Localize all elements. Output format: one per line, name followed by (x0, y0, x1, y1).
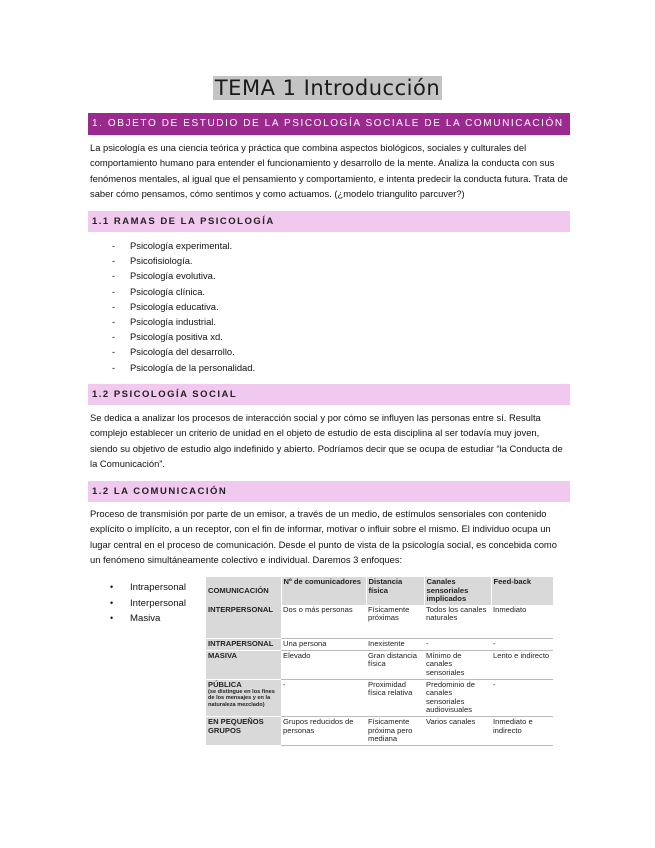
dash-marker: - (112, 270, 116, 282)
list-item (112, 284, 255, 299)
table-cell: - (281, 679, 366, 716)
section-1-2-paragraph: Se dedica a analizar los procesos de interacción social y por cómo se influyen las personas entre sí. Resulta complejo establecer un criterio de unidad en el objeto de estudio de esta disciplina al ser todavía muy joven, siendo su objetivo de estudio algo indefinido y abierto. Podríamos decir que se ocupa de estudiar “la Conducta de la Comunicación”. (90, 412, 563, 469)
row-label-text: PÚBLICA (208, 679, 242, 689)
list-item-text: Psicología de la personalidad. (130, 361, 256, 373)
table-cell: Gran distancia física (366, 650, 424, 679)
section-1-heading: 1. OBJETO DE ESTUDIO DE LA PSICOLOGÍA SOCIALE DE LA COMUNICACIÓN (88, 113, 570, 135)
table-cell: Proximidad física relativa (366, 679, 424, 716)
dash-marker: - (112, 240, 116, 251)
bullet-marker: • (110, 613, 114, 623)
table-header-row (206, 577, 553, 605)
list-item-text: Psicología experimental. (130, 240, 233, 251)
row-label: MASIVA (206, 650, 281, 679)
list-item (110, 580, 186, 596)
list-item (112, 314, 255, 329)
row-label-note: (se distingue en los fines de los mensajes y en la naturaleza mezclado) (208, 689, 275, 708)
list-item-text: Psicología evolutiva. (130, 270, 216, 282)
table-row (206, 605, 553, 639)
list-item (110, 596, 186, 612)
title-container (0, 76, 655, 100)
table-cell: - (491, 679, 553, 716)
table-header: Canales sensoriales implicados (424, 577, 491, 605)
list-item (112, 238, 255, 253)
bullet-marker: • (110, 597, 114, 608)
list-item (112, 299, 255, 314)
table-cell: Mínimo de canales sensoriales (424, 650, 491, 679)
branches-list (112, 238, 255, 375)
table-cell: - (424, 639, 491, 651)
list-item-text: Intrapersonal (130, 582, 186, 593)
list-item (112, 360, 255, 375)
dash-marker: - (112, 255, 116, 267)
table-cell: Dos o más personas (281, 605, 366, 639)
dash-marker: - (112, 316, 116, 328)
list-item-text: Interpersonal (130, 597, 186, 609)
section-1-paragraph: La psicología es una ciencia teórica y práctica que combina aspectos biológicos, sociales y culturales del comportamiento humano para entender el funcionamiento y desarrollo de la mente. Analiza la conducta con sus fenómenos mentales, al igual que el pensamiento y comportamiento, e intenta predecir la conducta futura. Trata de saber cómo pensamos, cómo sentimos y como actuamos. (¿modelo triangulito parcuver?) (90, 142, 568, 199)
row-label: EN PEQUEÑOS GRUPOS (206, 717, 281, 746)
dash-marker: - (112, 300, 116, 312)
section-1-3-heading: 1.2 LA COMUNICACIÓN (88, 481, 570, 502)
table-row (206, 717, 553, 746)
table-cell: - (491, 639, 553, 651)
table-cell: Una persona (281, 639, 366, 651)
table-cell: Predominio de canales sensoriales audiovisuales (424, 679, 491, 716)
dash-marker: - (112, 331, 116, 343)
table-cell: Lento e indirecto (491, 650, 553, 679)
list-item-text: Psicología clínica. (130, 285, 206, 297)
table-row (206, 639, 553, 651)
table-header: Distancia física (366, 577, 424, 605)
list-item (110, 611, 186, 627)
table-cell: Físicamente próximas (366, 605, 424, 639)
list-item (112, 329, 255, 344)
table-row (206, 679, 553, 716)
table-cell: Varios canales (424, 717, 491, 746)
page-title: TEMA 1 Introducción (214, 76, 441, 100)
list-item-text: Psicología positiva xd. (130, 331, 223, 343)
row-label (206, 679, 281, 716)
dash-marker: - (112, 361, 116, 373)
communication-table (206, 577, 554, 746)
table-header: Nº de comunicadores (281, 577, 366, 605)
table-row (206, 650, 553, 679)
list-item-text: Psicofisiología. (130, 255, 193, 267)
list-item (112, 344, 255, 359)
row-label: INTERPERSONAL (206, 605, 281, 639)
bullet-marker: • (110, 582, 114, 592)
section-1-1-heading: 1.1 RAMAS DE LA PSICOLOGÍA (88, 211, 570, 232)
dash-marker: - (112, 346, 116, 358)
list-item-text: Masiva (130, 613, 161, 624)
approaches-list (110, 580, 186, 627)
table-cell: Elevado (281, 650, 366, 679)
table-cell: Inmediato (491, 605, 553, 639)
dash-marker: - (112, 285, 116, 297)
list-item (112, 253, 255, 268)
list-item-text: Psicología industrial. (130, 316, 216, 328)
table-cell: Inmediato e indirecto (491, 717, 553, 746)
section-1-2-heading: 1.2 PSICOLOGÍA SOCIAL (88, 384, 570, 405)
list-item-text: Psicología del desarrollo. (130, 346, 235, 358)
table-header: Feed-back (491, 577, 553, 605)
list-item (112, 268, 255, 283)
list-item-text: Psicología educativa. (130, 300, 219, 312)
table-cell: Grupos reducidos de personas (281, 717, 366, 746)
table-cell: Todos los canales naturales (424, 605, 491, 639)
section-1-3-paragraph: Proceso de transmisión por parte de un emisor, a través de un medio, de estímulos sensoriales con contenido explícito o implícito, a un receptor, con el fin de informar, motivar o influir sobre el mismo. El individuo ocupa un lugar central en el proceso de comunicación. Desde el punto de vista de la psicología social, es concebida como un fenómeno simultáneamente colectivo e individual. Daremos 3 enfoques: (90, 508, 557, 565)
table-cell: Físicamente próxima pero mediana (366, 717, 424, 746)
row-label: INTRAPERSONAL (206, 639, 281, 651)
table-header: COMUNICACIÓN (206, 577, 281, 605)
table-cell: Inexistente (366, 639, 424, 651)
